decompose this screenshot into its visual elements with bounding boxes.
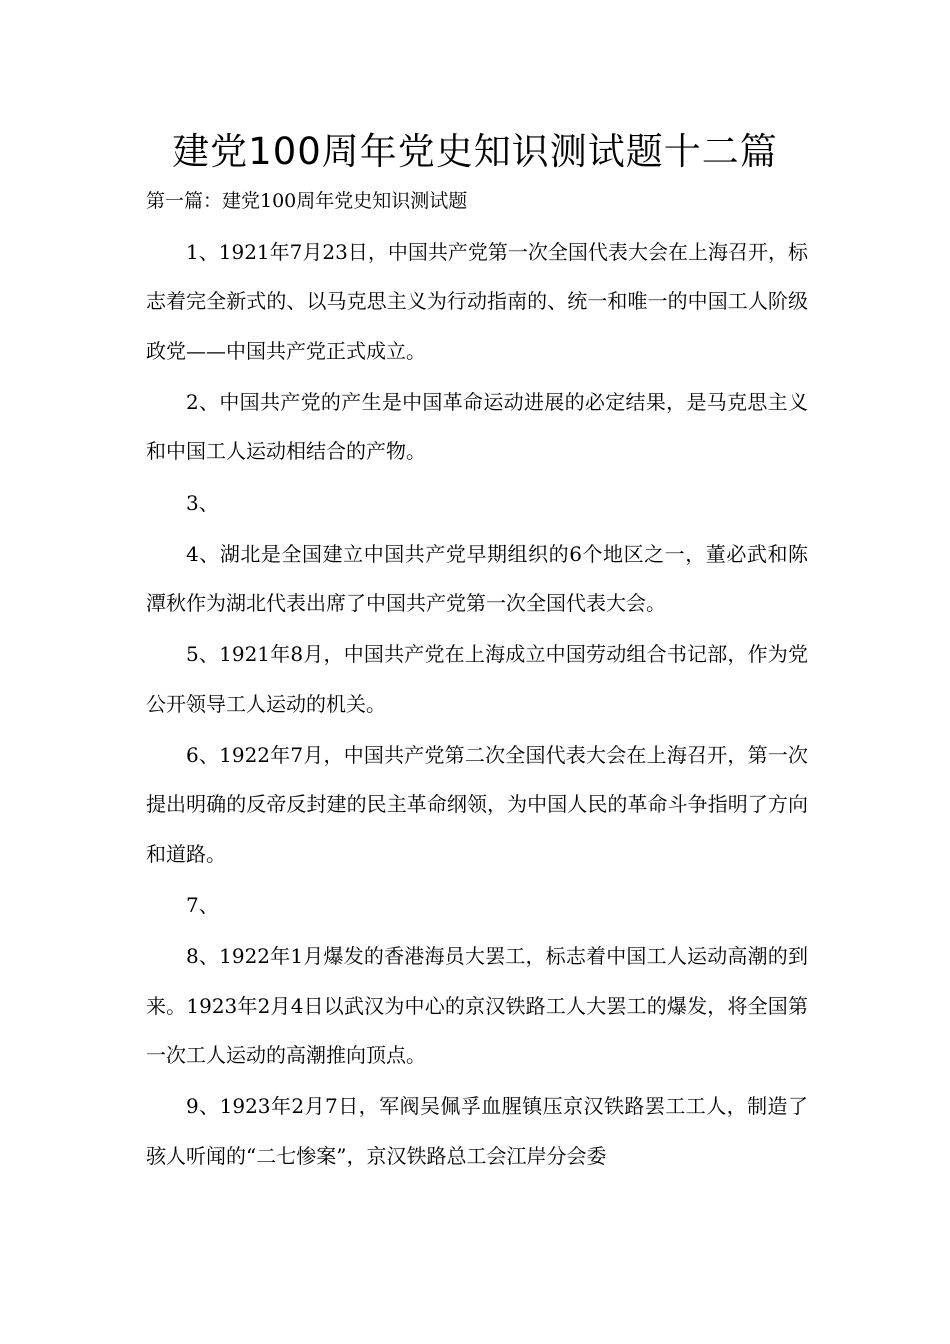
paragraph-1: 1、1921年7月23日，中国共产党第一次全国代表大会在上海召开，标志着完全新式的、以马克思主义为行动指南的、统一和唯一的中国工人阶级政党——中国共产党正式成立。: [146, 240, 808, 363]
document-body: [146, 228, 808, 1183]
paragraph-7: 7、: [186, 893, 219, 918]
paragraph-4: 4、湖北是全国建立中国共产党早期组织的6个地区之一，董必武和陈潭秋作为湖北代表出席了中国共产党第一次全国代表大会。: [146, 541, 808, 616]
section-heading: 第一篇：建党100周年党史知识测试题: [146, 190, 468, 212]
document-title: 建党100周年党史知识测试题十二篇: [172, 130, 778, 173]
paragraph-2: 2、中国共产党的产生是中国革命运动进展的必定结果，是马克思主义和中国工人运动相结合的产物。: [146, 390, 808, 464]
paragraph-8: 8、1922年1月爆发的香港海员大罢工，标志着中国工人运动高潮的到来。1923年2月4日以武汉为中心的京汉铁路工人大罢工的爆发，将全国第一次工人运动的高潮推向顶点。: [146, 944, 808, 1068]
paragraph-9: 9、1923年2月7日，军阀吴佩孚血腥镇压京汉铁路罢工工人，制造了骇人听闻的“二七惨案”，京汉铁路总工会江岸分会委: [146, 1094, 808, 1168]
paragraph-6: 6、1922年7月，中国共产党第二次全国代表大会在上海召开，第一次提出明确的反帝反封建的民主革命纲领，为中国人民的革命斗争指明了方向和道路。: [146, 743, 808, 866]
paragraph-3: 3、: [186, 490, 219, 515]
paragraph-5: 5、1921年8月，中国共产党在上海成立中国劳动组合书记部，作为党公开领导工人运动的机关。: [146, 642, 808, 716]
